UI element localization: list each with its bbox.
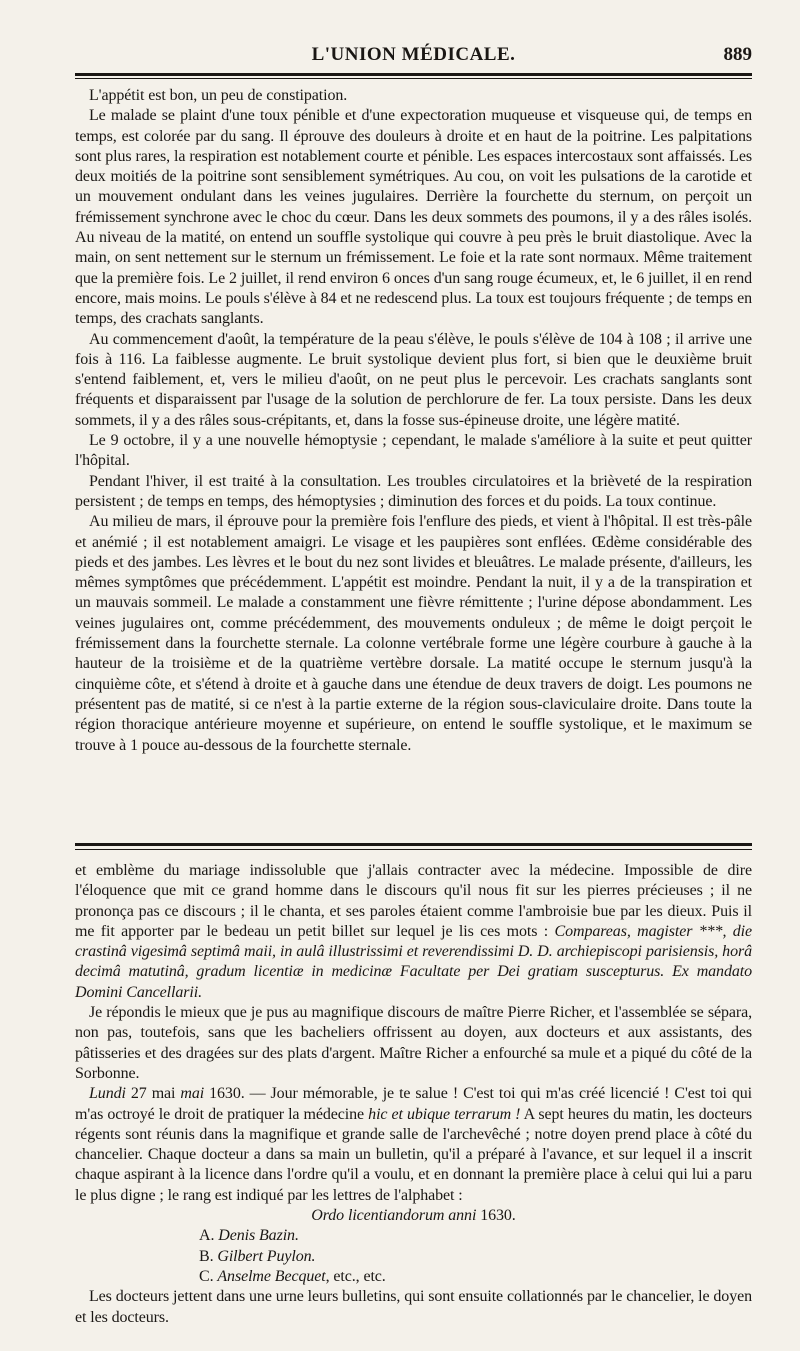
- list-item: [75, 1267, 752, 1287]
- list-name: Anselme Becquet: [217, 1267, 326, 1285]
- paragraph-text: A sept heures du matin, les docteurs régents sont réunis dans la magnifique et grande salle de l'archevêché ; notre doyen prend place à côté du chancelier. Chaque docteur a dans sa main un bulletin, qu'il a préparé à l'avance, et sur lequel il a inscrit chaque aspirant à la licence dans l'ordre qu'il a voulu, et en donnant la première place à celui qui lui a paru le plus digne ; le rang est indiqué par les lettres de l'alphabet :: [75, 1105, 752, 1204]
- feuilleton-rule-thin: [75, 849, 752, 850]
- date-text: 27 mai: [125, 1085, 181, 1103]
- list-item: [75, 1247, 752, 1267]
- list-suffix: , etc., etc.: [325, 1267, 386, 1285]
- paragraph: Au commencement d'août, la température de la peau s'élève, le pouls s'élève de 104 à 108 ; il arrive une fois à 116. La faiblesse augmente. Le bruit systolique devient plus fort, si bien que le deuxième bruit s'entend faiblement, et, vers le milieu d'août, on ne peut plus le percevoir. Les crachats sanglants sont fréquents et disparaissent par l'usage de la solution de perchlorure de fer. La toux persiste. Dans les deux sommets, il y a des râles sous-crépitants, et, dans la fosse sus-épineuse droite, une légère matité.: [75, 330, 752, 429]
- paragraph: [75, 1084, 752, 1206]
- feuilleton-section: [75, 861, 752, 1328]
- paragraph: Le 9 octobre, il y a une nouvelle hémoptysie ; cependant, le malade s'améliore à la suite et peut quitter l'hôpital.: [75, 432, 752, 470]
- latin-phrase: hic et ubique terrarum !: [368, 1105, 521, 1123]
- paragraph: [75, 861, 752, 1003]
- running-title: L'UNION MÉDICALE.: [311, 44, 516, 65]
- page-header: [75, 40, 752, 70]
- paragraph: Je répondis le mieux que je pus au magnifique discours de maître Pierre Richer, et l'assemblée se sépara, non pas, toutefois, sans que les bacheliers offrissent au doyen, aux docteurs et aux assistants, des pâtisseries et des dragées sur des plats d'argent. Maître Richer a enfourché sa mule et a piqué du côté de la Sorbonne.: [75, 1004, 752, 1082]
- month-word: mai: [180, 1085, 205, 1103]
- header-rule-thick: [75, 73, 752, 76]
- paragraph: Au milieu de mars, il éprouve pour la première fois l'enflure des pieds, et vient à l'hôpital. Il est très-pâle et anémié ; il est notablement amaigri. Le visage et les paupières sont enflées. Œdème considérable des pieds et des jambes. Les lèvres et le bout du nez sont livides et bleuâtres. Le malade présente, d'ailleurs, les mêmes symptômes que précédemment. L'appétit est moindre. Pendant la nuit, il y a de la transpiration et un mauvais sommeil. Le malade a constamment une fièvre rémittente ; l'urine dépose abondamment. Les veines jugulaires ont, comme précédemment, des mouvements onduleux ; de même le doigt perçoit le frémissement dans la fourchette sternale. La colonne vertébrale forme une légère courbure à gauche à la hauteur de la troisième et de la quatrième vertèbre dorsale. La matité occupe le sternum jusqu'à la cinquième côte, et s'étend à droite et à gauche dans une étendue de deux travers de doigt. Les poumons ne présentent pas de matité, si ce n'est à la partie externe de la région sous-claviculaire droite. Dans toute la région thoracique antérieure moyenne et supérieure, on entend le souffle systolique, et le maximum se trouve à 1 pouce au-dessous de la fourchette sternale.: [75, 513, 752, 754]
- ordo-year: 1630.: [476, 1207, 516, 1225]
- list-name: Gilbert Puylon.: [217, 1247, 316, 1265]
- day-word: Lundi: [89, 1085, 126, 1103]
- list-name: Denis Bazin.: [218, 1227, 299, 1245]
- paragraph: Pendant l'hiver, il est traité à la consultation. Les troubles circulatoires et la brièveté de la respiration persistent ; de temps en temps, des hémoptysies ; diminution des forces et du poids. La toux continue.: [75, 472, 752, 510]
- paragraph-text: et emblème du mariage indissoluble que j'allais contracter avec la médecine. Impossible de dire l'éloquence que mit ce grand homme dans le discours qu'il nous fit sur les pierres précieuses ; il ne prononça pas ce discours ; il le chanta, et ses paroles étaient comme l'ambroisie bue par les dieux. Puis il me fit apporter par le bedeau un petit billet sur lequel je lis ces mots :: [75, 862, 752, 940]
- header-rule-thin: [75, 78, 752, 79]
- list-letter: A.: [199, 1227, 219, 1245]
- paragraph: Le malade se plaint d'une toux pénible et d'une expectoration muqueuse et visqueuse qui, de temps en temps, est colorée par du sang. Il éprouve des douleurs à droite et en haut de la poitrine. Les palpitations sont plus rares, la respiration est notablement courte et pénible. Les espaces intercostaux sont affaissés. Les deux moitiés de la poitrine sont sensiblement symétriques. Au cou, on voit les pulsations de la carotide et un mouvement ondulant dans les veines jugulaires. Derrière la fourchette du sternum, on perçoit un frémissement synchrone avec le choc du cœur. Dans les deux sommets des poumons, il y a des râles isolés. Au niveau de la matité, on entend un souffle systolique qui couvre à peu près le bruit diastolique. Avec la main, on sent nettement sur le sternum un frémissement. Le foie et la rate sont normaux. Même traitement que la première fois. Le 2 juillet, il rend environ 6 onces d'un sang rouge écumeux, et, le 6 juillet, il en rend encore, mais moins. Le pouls s'élève à 84 et ne redescend plus. La toux est toujours fréquente ; de temps en temps, des crachats sanglants.: [75, 107, 752, 328]
- clinical-case-section: [75, 86, 752, 756]
- ordo-heading: [75, 1206, 752, 1226]
- ordo-title: Ordo licentiandorum anni: [311, 1207, 477, 1225]
- list-letter: B.: [199, 1247, 218, 1265]
- list-letter: C.: [199, 1267, 218, 1285]
- paragraph-text: 1630. — Jour mémorable, je te salue ! C'est toi qui m'as créé licencié ! C'est toi qui m'as octroyé le droit de pratiquer la médecine: [75, 1085, 752, 1123]
- paragraph: Les docteurs jettent dans une urne leurs bulletins, qui sont ensuite collationnés par le chancelier, le doyen et les docteurs.: [75, 1288, 752, 1326]
- page-number: 889: [723, 44, 752, 65]
- list-item: [75, 1226, 752, 1246]
- paragraph: L'appétit est bon, un peu de constipation.: [89, 87, 348, 104]
- feuilleton-rule-thick: [75, 843, 752, 846]
- latin-summons: Compareas, magister ***, die crastinâ vigesimâ septimâ maii, in aulâ illustrissimi et reverendissimi D. D. archiepiscopi parisiensis, horâ decimâ matutinâ, gradum licentiæ in medicinæ Facultate per Dei gratiam suscepturus. Ex mandato Domini Cancellarii.: [75, 922, 752, 1001]
